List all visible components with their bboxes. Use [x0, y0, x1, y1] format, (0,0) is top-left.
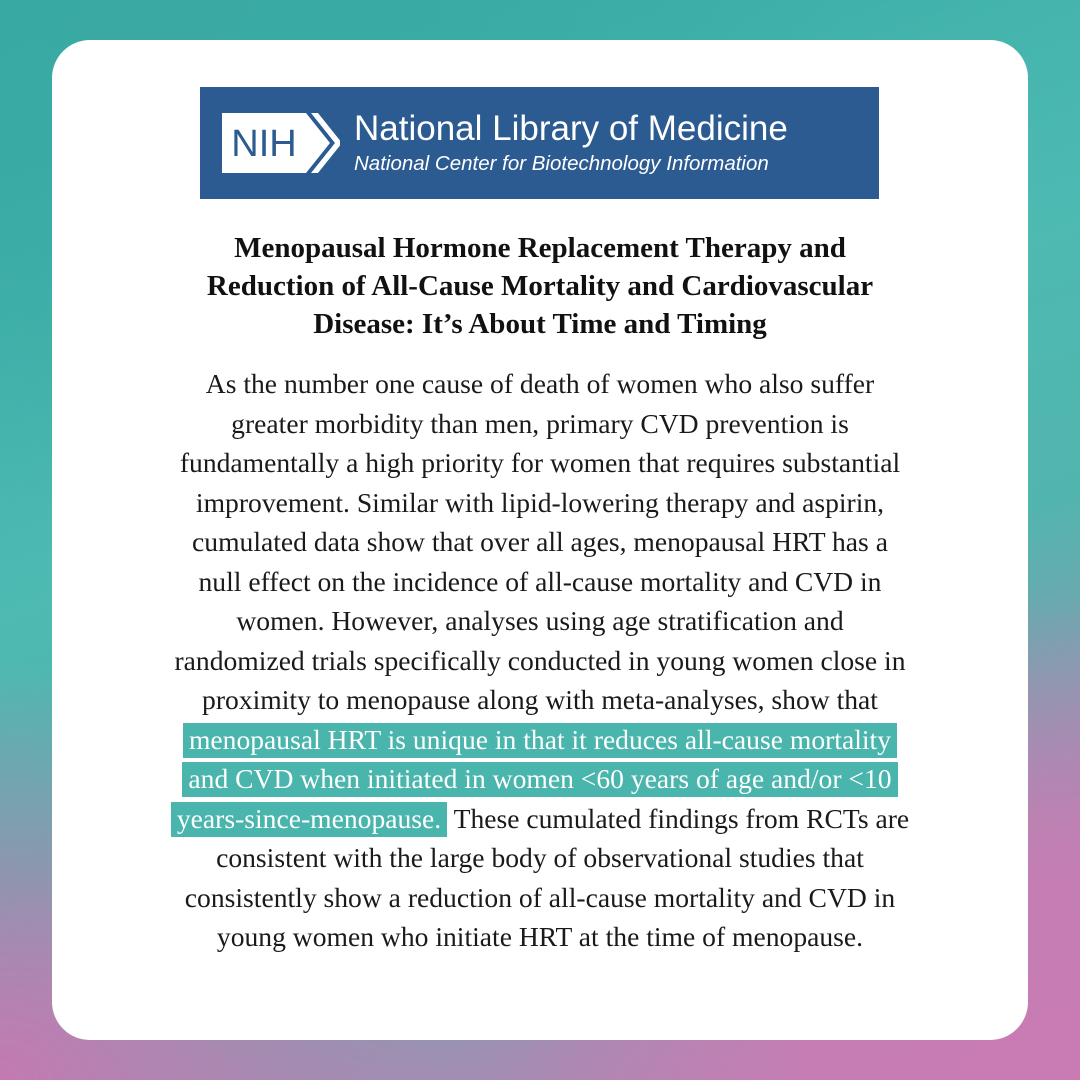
body-line: cumulated data show that over all ages, menopausal HRT has a — [192, 526, 888, 557]
logo-title: National Library of Medicine — [354, 109, 788, 148]
nih-badge-text: NIH — [231, 123, 297, 165]
logo-text — [354, 109, 788, 177]
body-line: proximity to menopause along with meta-analyses, show that — [202, 684, 878, 715]
article-body — [72, 364, 1008, 957]
body-line — [72, 799, 1008, 839]
body-line: null effect on the incidence of all-cause mortality and CVD in — [198, 565, 882, 597]
body-line: women. However, analyses using age stratification and — [236, 605, 844, 636]
nih-badge-icon — [220, 111, 340, 175]
body-line: As the number one cause of death of women who also suffer — [205, 368, 875, 399]
highlighted-text: years-since-menopause. — [171, 802, 447, 837]
highlighted-text: and CVD when initiated in women <60 years of age and/or <10 — [182, 762, 897, 797]
body-text: These cumulated findings from RCTs are — [447, 802, 910, 834]
body-line-highlighted — [72, 720, 1008, 760]
body-line: consistent with the large body of observational studies that — [216, 842, 864, 873]
title-line: Reduction of All-Cause Mortality and Cardiovascular — [206, 270, 874, 302]
content-card — [52, 40, 1028, 1040]
article-title — [92, 229, 988, 343]
title-line: Menopausal Hormone Replacement Therapy and — [234, 232, 846, 264]
logo-subtitle: National Center for Biotechnology Information — [354, 152, 769, 175]
body-line: greater morbidity than men, primary CVD prevention is — [231, 407, 849, 439]
body-line: improvement. Similar with lipid-lowering therapy and aspirin, — [195, 486, 885, 518]
body-line: randomized trials specifically conducted in young women close in — [174, 644, 906, 676]
body-line: fundamentally a high priority for women that requires substantial — [179, 447, 901, 478]
body-line: consistently show a reduction of all-cause mortality and CVD in — [184, 881, 896, 913]
title-line: Disease: It’s About Time and Timing — [313, 308, 767, 340]
body-line-highlighted — [72, 759, 1008, 799]
body-line: young women who initiate HRT at the time of menopause. — [216, 921, 864, 952]
nlm-logo — [200, 87, 879, 199]
highlighted-text: menopausal HRT is unique in that it reduces all-cause mortality — [183, 723, 897, 758]
